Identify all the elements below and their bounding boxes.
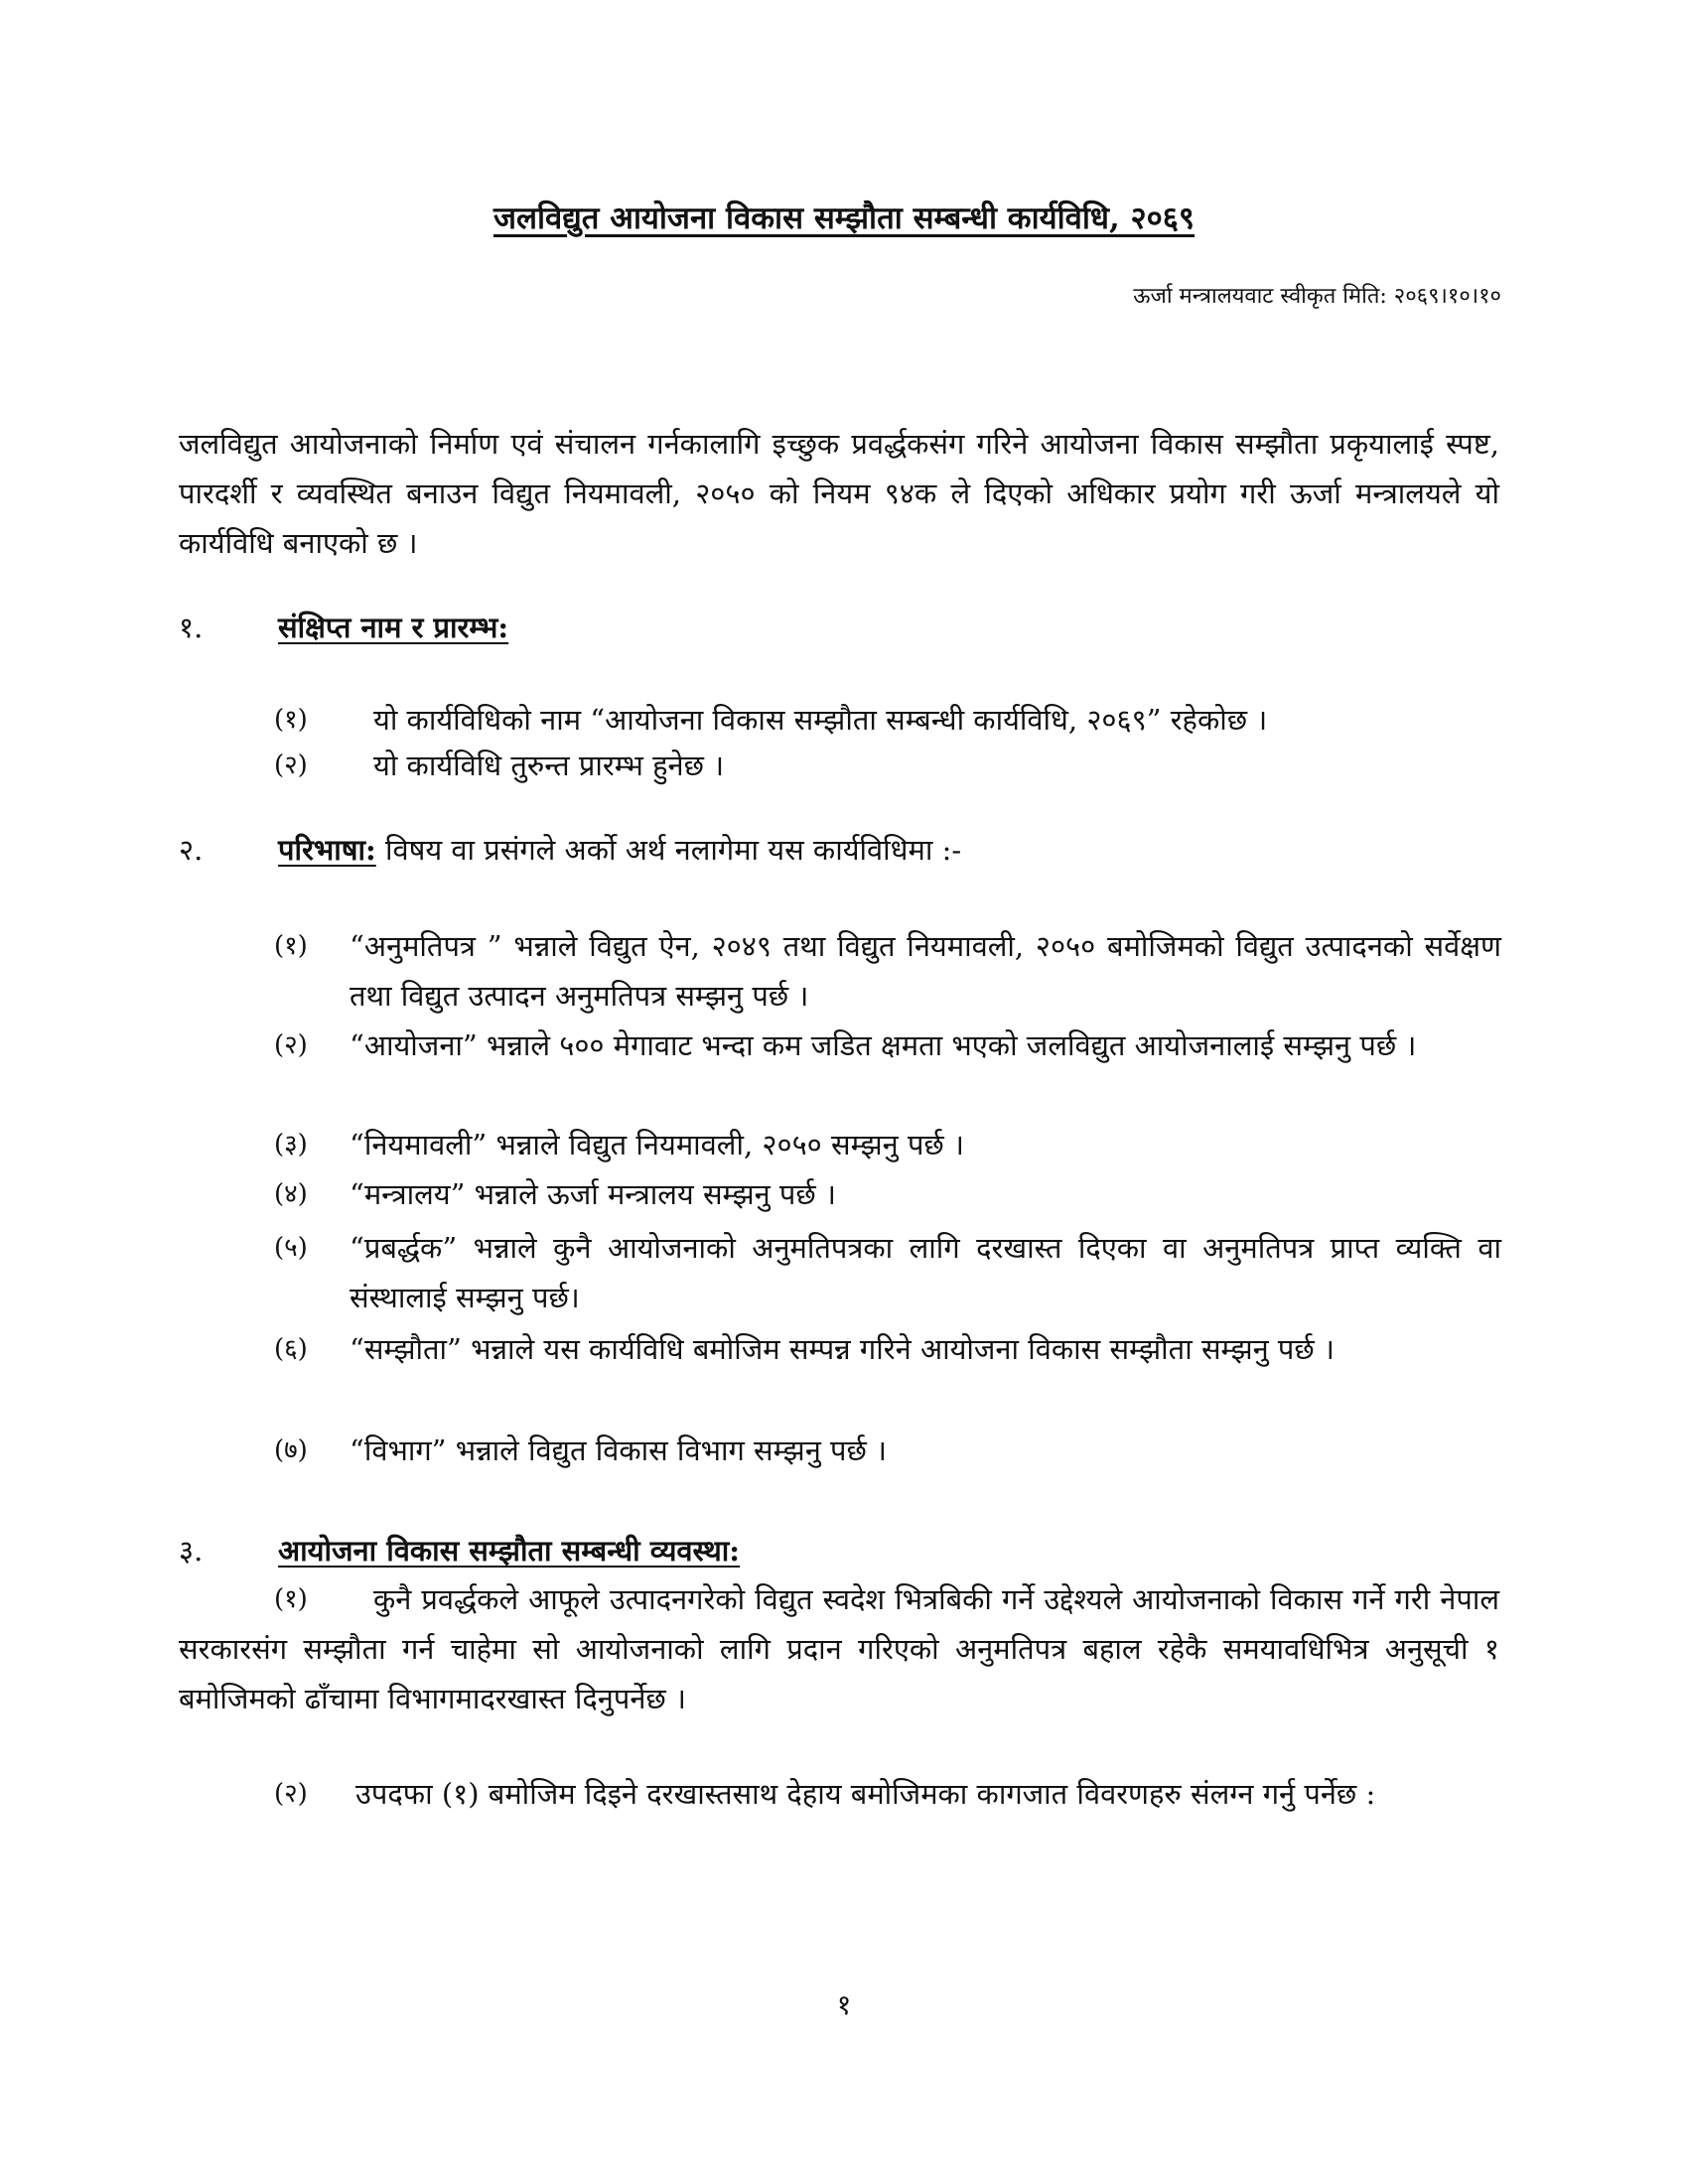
- section-2-item-6: [274, 1324, 1505, 1424]
- section-2-heading-title: परिभाषा:: [278, 833, 376, 867]
- document-title: जलविद्युत आयोजना विकास सम्झौता सम्बन्धी कार्यविधि, २०६९: [492, 201, 1196, 236]
- item-text: “विभाग” भन्नाले विद्युत विकास विभाग सम्झनु पर्छ ।: [350, 1433, 888, 1467]
- item-text: यो कार्यविधि तुरुन्त प्रारम्भ हुनेछ ।: [373, 749, 725, 782]
- item-text: “मन्त्रालय” भन्नाले ऊर्जा मन्त्रालय सम्झनु पर्छ ।: [350, 1177, 836, 1211]
- item-text: यो कार्यविधिको नाम “आयोजना विकास सम्झौता सम्बन्धी कार्यविधि, २०६९” रहेकोछ ।: [373, 703, 1268, 737]
- section-3-item-2: [274, 1769, 1505, 1868]
- item-text: “अनुमतिपत्र ” भन्नाले विद्युत ऐन, २०४९ तथा विद्युत नियमावली, २०५० बमोजिमको विद्युत उत्पादनको सर्वेक्षण तथा विद्युत उत्पादन अनुमतिपत्र सम्झनु पर्छ ।: [350, 929, 1501, 1013]
- section-1-item-1: [274, 695, 1505, 745]
- item-text: “नियमावली” भन्नाले विद्युत नियमावली, २०५० सम्झनु पर्छ ।: [350, 1128, 964, 1161]
- item-number: (४): [274, 1179, 308, 1209]
- item-number: (२): [274, 1030, 308, 1060]
- section-1-heading-title: संक्षिप्त नाम र प्रारम्भ:: [278, 611, 509, 644]
- section-3-heading-title: आयोजना विकास सम्झौता सम्बन्धी व्यवस्था:: [278, 1534, 741, 1568]
- section-3-heading: [278, 1531, 740, 1570]
- section-2-item-3: [274, 1120, 1505, 1169]
- item-text: कुनै प्रवर्द्धकले आफूले उत्पादनगरेको विद्युत स्वदेश भित्रबिकी गर्ने उद्देश्यले आयोजनाको विकास गर्ने गरी नेपाल सरकारसंग सम्झौता गर्न चाहेमा सो आयोजनाको लागि प्रदान गरिएको अनुमतिपत्र बहाल रहेकै समयावधिभित्र अनुसूची १ बमोजिमको ढाँचामा विभागमादरखास्त दिनुपर्नेछ ।: [179, 1582, 1499, 1715]
- intro-paragraph: जलविद्युत आयोजनाको निर्माण एवं संचालन गर्नकालागि इच्छुक प्रवर्द्धकसंग गरिने आयोजना विकास सम्झौता प्रकृयालाई स्पष्ट, पारदर्शी र व्यवस्थित बनाउन विद्युत नियमावली, २०५० को नियम ९४क ले दिएको अधिकार प्रयोग गरी ऊर्जा मन्त्रालयले यो कार्यविधि बनाएको छ ।: [179, 427, 1499, 560]
- section-3-item-1: [179, 1574, 1499, 1773]
- section-2-item-5: [274, 1223, 1505, 1322]
- item-number: (६): [274, 1334, 308, 1364]
- section-2-item-1: [274, 921, 1505, 1021]
- item-number: (१): [274, 705, 308, 735]
- item-text: “सम्झौता” भन्नाले यस कार्यविधि बमोजिम सम्पन्न गरिने आयोजना विकास सम्झौता सम्झनु पर्छ ।: [350, 1332, 1335, 1366]
- item-number: (३): [274, 1130, 308, 1160]
- section-3-number: ३.: [179, 1534, 204, 1568]
- approval-date-note: ऊर्जा मन्त्रालयवाट स्वीकृत मिति: २०६९।१०।१०: [1133, 284, 1501, 309]
- item-number: (१): [274, 931, 308, 961]
- section-2-item-7: [274, 1426, 1505, 1475]
- item-number: (२): [274, 751, 308, 780]
- item-number: (७): [274, 1435, 308, 1465]
- section-2-heading-rest: विषय वा प्रसंगले अर्को अर्थ नलागेमा यस कार्यविधिमा :-: [375, 833, 962, 867]
- item-text: “आयोजना” भन्नाले ५०० मेगावाट भन्दा कम जडित क्षमता भएको जलविद्युत आयोजनालाई सम्झनु पर्छ ।: [350, 1028, 1417, 1062]
- section-1-heading: [278, 608, 508, 646]
- section-2-heading: [278, 830, 961, 869]
- item-number: (२): [274, 1779, 308, 1809]
- page-number: १: [836, 1988, 852, 2021]
- section-2-item-2: [274, 1021, 1505, 1120]
- section-2-item-4: [274, 1169, 1505, 1219]
- item-number: (५): [274, 1233, 308, 1263]
- item-number: (१): [274, 1584, 308, 1614]
- section-2-number: २.: [179, 833, 204, 867]
- section-1-number: १.: [179, 611, 204, 644]
- item-text: “प्रबर्द्धक” भन्नाले कुनै आयोजनाको अनुमतिपत्रका लागि दरखास्त दिएका वा अनुमतिपत्र प्राप्त व्यक्ति वा संस्थालाई सम्झनु पर्छ।: [350, 1231, 1501, 1314]
- item-text: उपदफा (१) बमोजिम दिइने दरखास्तसाथ देहाय बमोजिमका कागजात विवरणहरु संलग्न गर्नु पर्नेछ :: [355, 1777, 1376, 1811]
- section-1-item-2: [274, 741, 1505, 790]
